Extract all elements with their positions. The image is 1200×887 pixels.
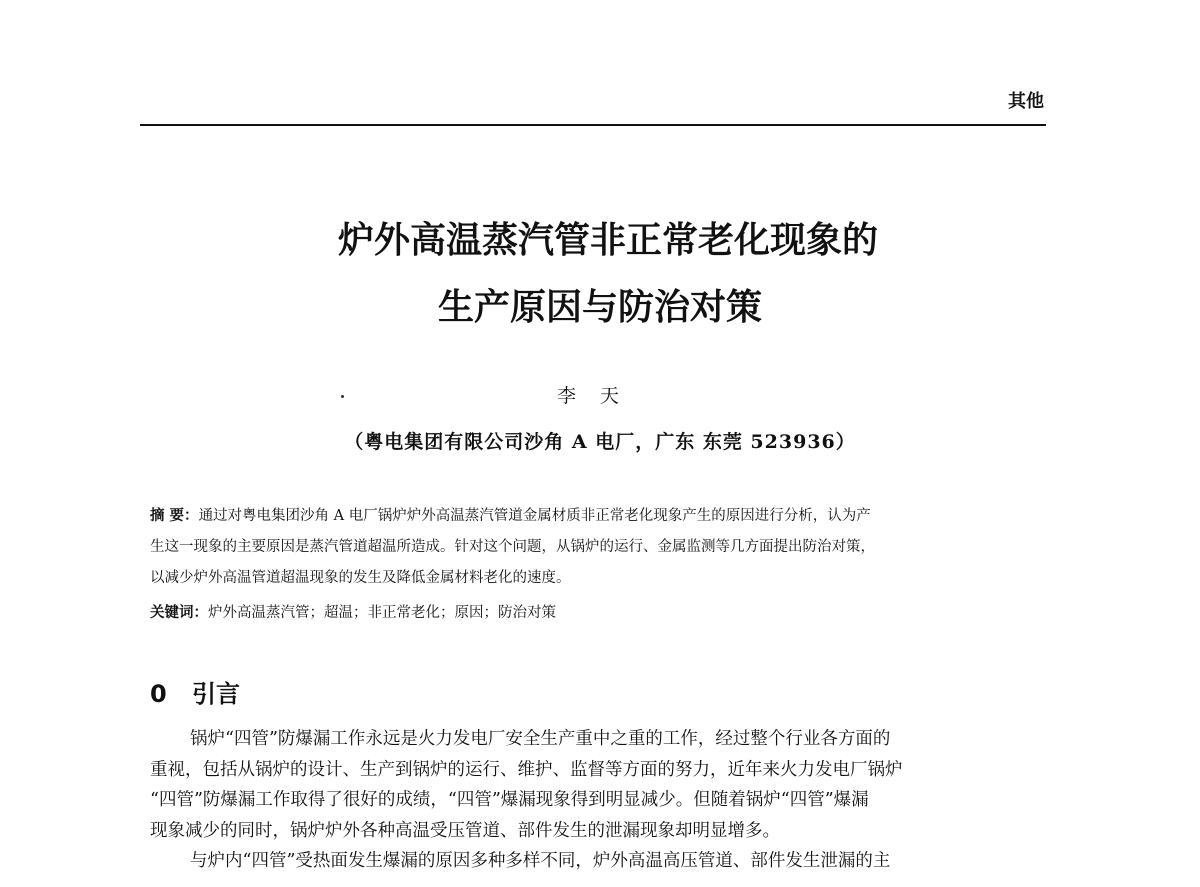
abstract-line-2: 生这一现象的主要原因是蒸汽管道超温所造成。针对这个问题，从锅炉的运行、金属监测等几方面提出防治对策， bbox=[150, 539, 875, 555]
abstract-text: 通过对粤电集团沙角 A 电厂锅炉炉外高温蒸汽管道金属材质非正常老化现象产生的原因进行分析，认为产 bbox=[198, 508, 871, 524]
abstract-line-1 bbox=[150, 500, 1048, 532]
section-label: 其他 bbox=[1008, 91, 1044, 112]
author-affiliation: （粤电集团有限公司沙角 A 电厂，广东 东莞 523936） bbox=[344, 431, 856, 453]
body-line-3: “四管”防爆漏工作取得了很好的成绩，“四管”爆漏现象得到明显减少。但随着锅炉“四管”爆漏 bbox=[150, 790, 869, 810]
keywords bbox=[150, 597, 1048, 629]
abstract-label: 摘 要： bbox=[150, 507, 199, 524]
body-line-1: 锅炉“四管”防爆漏工作永远是火力发电厂安全生产重中之重的工作，经过整个行业各方面的 bbox=[190, 729, 891, 749]
section-title: 引言 bbox=[192, 680, 240, 708]
section-number: 0 bbox=[150, 680, 167, 708]
abstract-line-3: 以减少炉外高温管道超温现象的发生及降低金属材料老化的速度。 bbox=[150, 570, 571, 586]
body-line-5: 与炉内“四管”受热面发生爆漏的原因多种多样不同，炉外高温高压管道、部件发生泄漏的主 bbox=[190, 851, 891, 871]
author-name: 李天 bbox=[556, 385, 643, 407]
body-line-4: 现象减少的同时，锅炉炉外各种高温受压管道、部件发生的泄漏现象却明显增多。 bbox=[150, 820, 780, 841]
header-rule bbox=[140, 124, 1046, 126]
section-heading bbox=[150, 678, 240, 710]
paper-title-line-1: 炉外高温蒸汽管非正常老化现象的 bbox=[337, 220, 878, 261]
keywords-label: 关键词： bbox=[150, 604, 208, 621]
body-line-2: 重视，包括从锅炉的设计、生产到锅炉的运行、维护、监督等方面的努力，近年来火力发电厂锅炉 bbox=[150, 759, 903, 780]
paper-title-line-2: 生产原因与防治对策 bbox=[437, 287, 762, 328]
keywords-text: 炉外高温蒸汽管；超温；非正常老化；原因；防治对策 bbox=[208, 605, 556, 621]
body-text bbox=[150, 724, 1048, 877]
abstract bbox=[150, 500, 1048, 594]
